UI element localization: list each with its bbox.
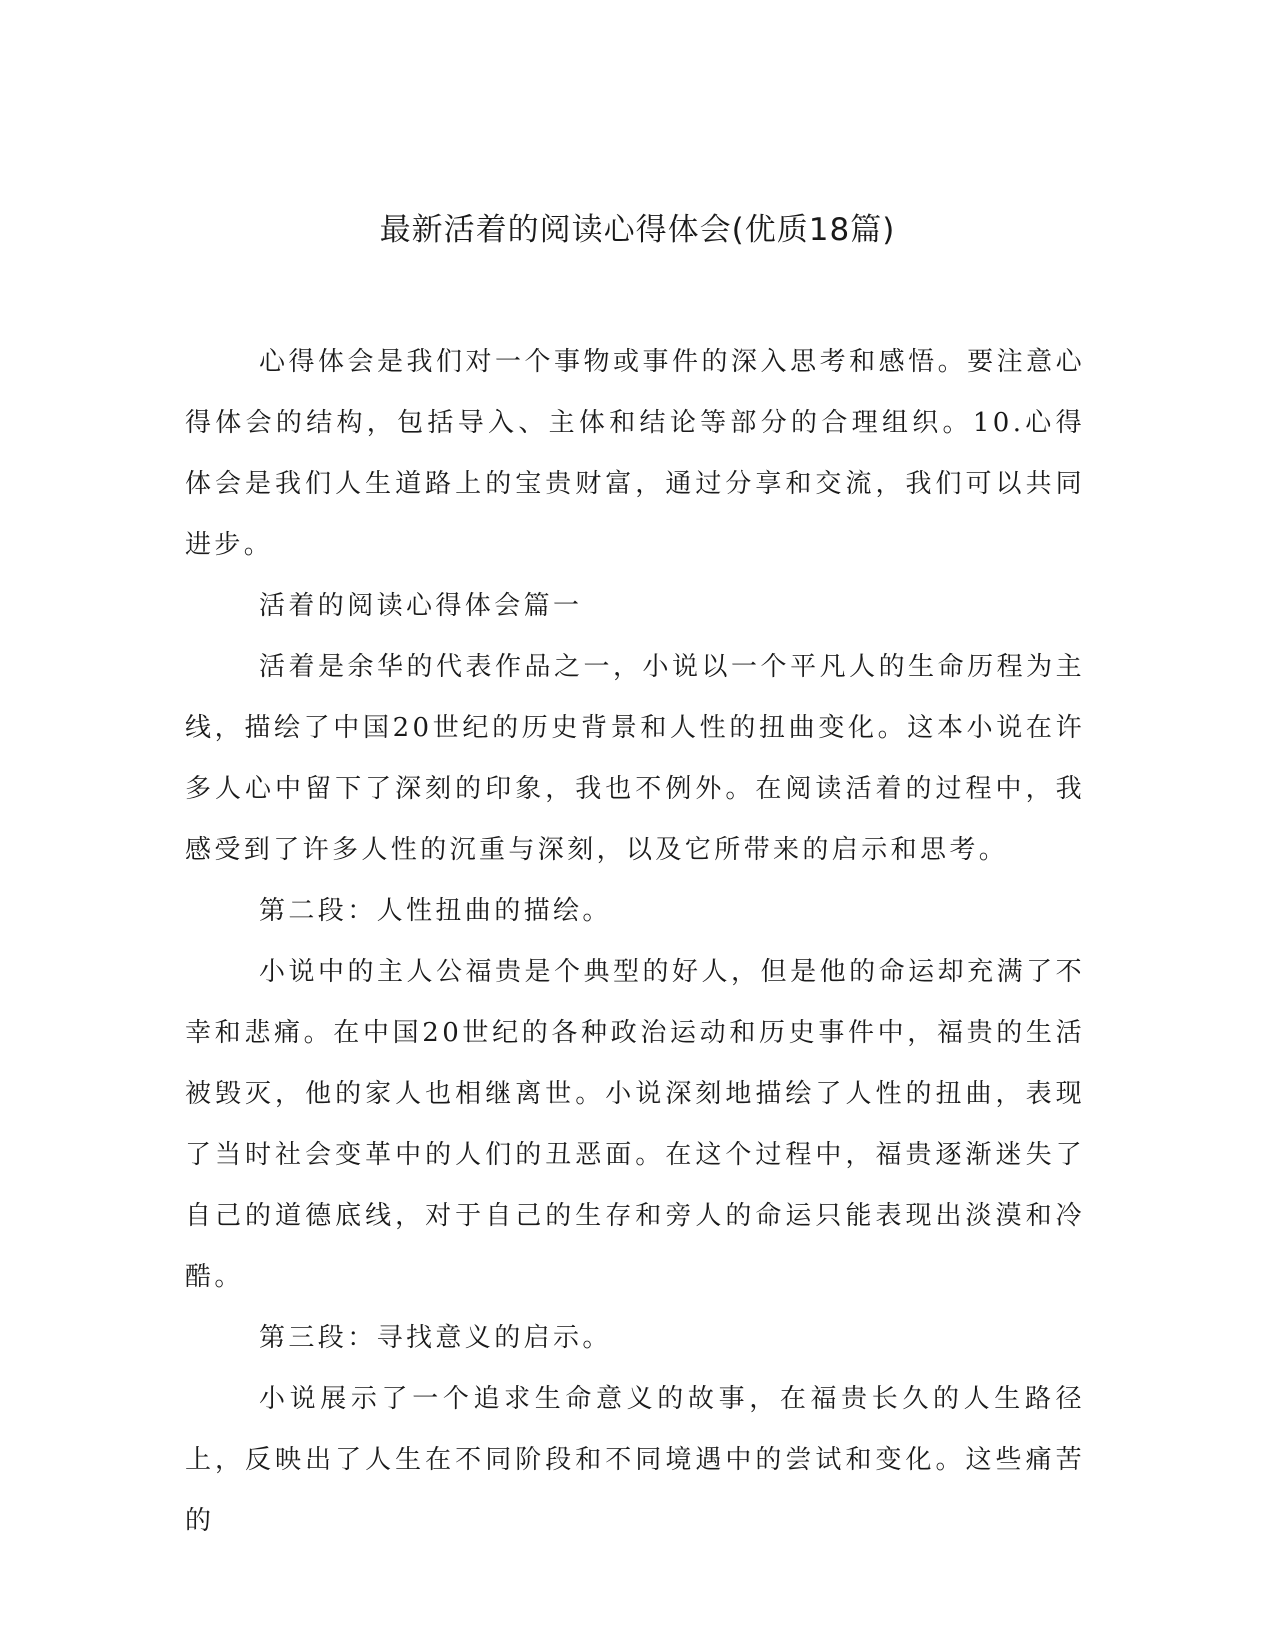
section-heading-third: 第三段：寻找意义的启示。: [259, 1323, 612, 1353]
body-paragraph: 小说展示了一个追求生命意义的故事，在福贵长久的人生路径上，反映出了人生在不同阶段和不同境遇中的尝试和变化。这些痛苦的: [185, 1384, 1085, 1536]
document-body: [185, 332, 1085, 1552]
intro-paragraph: 心得体会是我们对一个事物或事件的深入思考和感悟。要注意心得体会的结构，包括导入、主体和结论等部分的合理组织。10.心得体会是我们人生道路上的宝贵财富，通过分享和交流，我们可以共同进步。: [185, 347, 1085, 560]
body-paragraph: 活着是余华的代表作品之一，小说以一个平凡人的生命历程为主线，描绘了中国20世纪的历史背景和人性的扭曲变化。这本小说在许多人心中留下了深刻的印象，我也不例外。在阅读活着的过程中，我感受到了许多人性的沉重与深刻，以及它所带来的启示和思考。: [185, 652, 1085, 865]
body-paragraph: 小说中的主人公福贵是个典型的好人，但是他的命运却充满了不幸和悲痛。在中国20世纪的各种政治运动和历史事件中，福贵的生活被毁灭，他的家人也相继离世。小说深刻地描绘了人性的扭曲，表现了当时社会变革中的人们的丑恶面。在这个过程中，福贵逐渐迷失了自己的道德底线，对于自己的生存和旁人的命运只能表现出淡漠和冷酷。: [185, 957, 1085, 1292]
document-title: 最新活着的阅读心得体会(优质18篇): [379, 212, 896, 248]
section-heading-second: 第二段：人性扭曲的描绘。: [259, 896, 612, 926]
section-heading-part-one: 活着的阅读心得体会篇一: [259, 591, 583, 621]
